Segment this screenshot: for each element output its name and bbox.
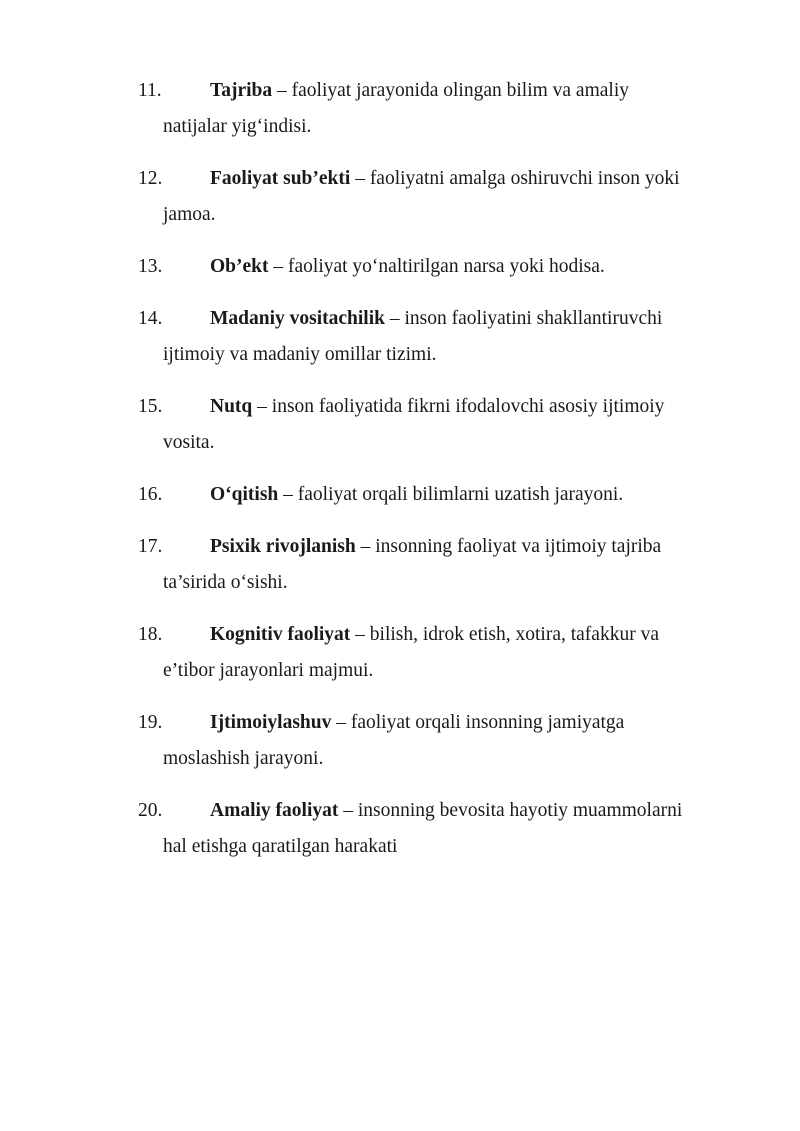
- item-number: 12.: [138, 168, 163, 189]
- item-definition: – insonning faoliyat va ijtimoiy tajriba: [355, 536, 662, 557]
- item-term: Kognitiv faoliyat: [210, 624, 351, 645]
- item-definition: – faoliyat orqali bilimlarni uzatish jarayoni.: [278, 484, 624, 505]
- list-item-first-line: [138, 529, 738, 565]
- item-definition: – faoliyatni amalga oshiruvchi inson yoki: [350, 168, 680, 189]
- item-definition: – faoliyat yo‘naltirilgan narsa yoki hodisa.: [268, 256, 605, 277]
- list-item-first-line: [138, 73, 738, 109]
- item-number: 14.: [138, 308, 163, 329]
- list-item-first-line: [138, 705, 738, 741]
- item-number: 20.: [138, 800, 163, 821]
- list-item: [138, 477, 738, 513]
- item-number: 17.: [138, 536, 163, 557]
- list-item: [138, 705, 738, 777]
- item-number: 13.: [138, 256, 163, 277]
- item-term: Nutq: [210, 396, 253, 417]
- item-term: Ob’ekt: [210, 256, 269, 277]
- item-term: Ijtimoiylashuv: [210, 712, 332, 733]
- item-definition-continued: ijtimoiy va madaniy omillar tizimi.: [163, 344, 437, 365]
- list-item-first-line: [138, 249, 738, 285]
- item-term: Faoliyat sub’ekti: [210, 168, 351, 189]
- list-item-first-line: [138, 301, 738, 337]
- item-number: 16.: [138, 484, 163, 505]
- item-definition-continued: vosita.: [163, 432, 215, 453]
- item-term: Madaniy vositachilik: [210, 308, 385, 329]
- item-term: Amaliy faoliyat: [210, 800, 339, 821]
- item-definition: – inson faoliyatini shakllantiruvchi: [385, 308, 663, 329]
- item-term: Tajriba: [210, 80, 273, 101]
- glossary-list: [138, 73, 738, 881]
- list-item: [138, 617, 738, 689]
- item-number: 15.: [138, 396, 163, 417]
- item-definition: – insonning bevosita hayotiy muammolarni: [338, 800, 683, 821]
- item-number: 19.: [138, 712, 163, 733]
- list-item: [138, 249, 738, 285]
- item-definition-continued: jamoa.: [163, 204, 216, 225]
- list-item: [138, 793, 738, 865]
- item-definition-continued: ta’sirida o‘sishi.: [163, 572, 288, 593]
- item-definition-continued: moslashish jarayoni.: [163, 748, 324, 769]
- list-item: [138, 529, 738, 601]
- list-item: [138, 73, 738, 145]
- item-definition-continued: e’tibor jarayonlari majmui.: [163, 660, 374, 681]
- item-definition-continued: natijalar yig‘indisi.: [163, 116, 312, 137]
- item-term: O‘qitish: [210, 484, 279, 505]
- list-item-first-line: [138, 477, 738, 513]
- list-item: [138, 161, 738, 233]
- item-definition: – inson faoliyatida fikrni ifodalovchi asosiy ijtimoiy: [252, 396, 665, 417]
- item-definition: – faoliyat orqali insonning jamiyatga: [331, 712, 625, 733]
- list-item-first-line: [138, 389, 738, 425]
- item-number: 18.: [138, 624, 163, 645]
- list-item-first-line: [138, 793, 738, 829]
- list-item: [138, 301, 738, 373]
- list-item-first-line: [138, 161, 738, 197]
- item-term: Psixik rivojlanish: [210, 536, 356, 557]
- item-definition-continued: hal etishga qaratilgan harakati: [163, 836, 398, 857]
- list-item: [138, 389, 738, 461]
- item-definition: – faoliyat jarayonida olingan bilim va amaliy: [272, 80, 629, 101]
- item-number: 11.: [138, 80, 162, 101]
- list-item-first-line: [138, 617, 738, 653]
- item-definition: – bilish, idrok etish, xotira, tafakkur va: [350, 624, 659, 645]
